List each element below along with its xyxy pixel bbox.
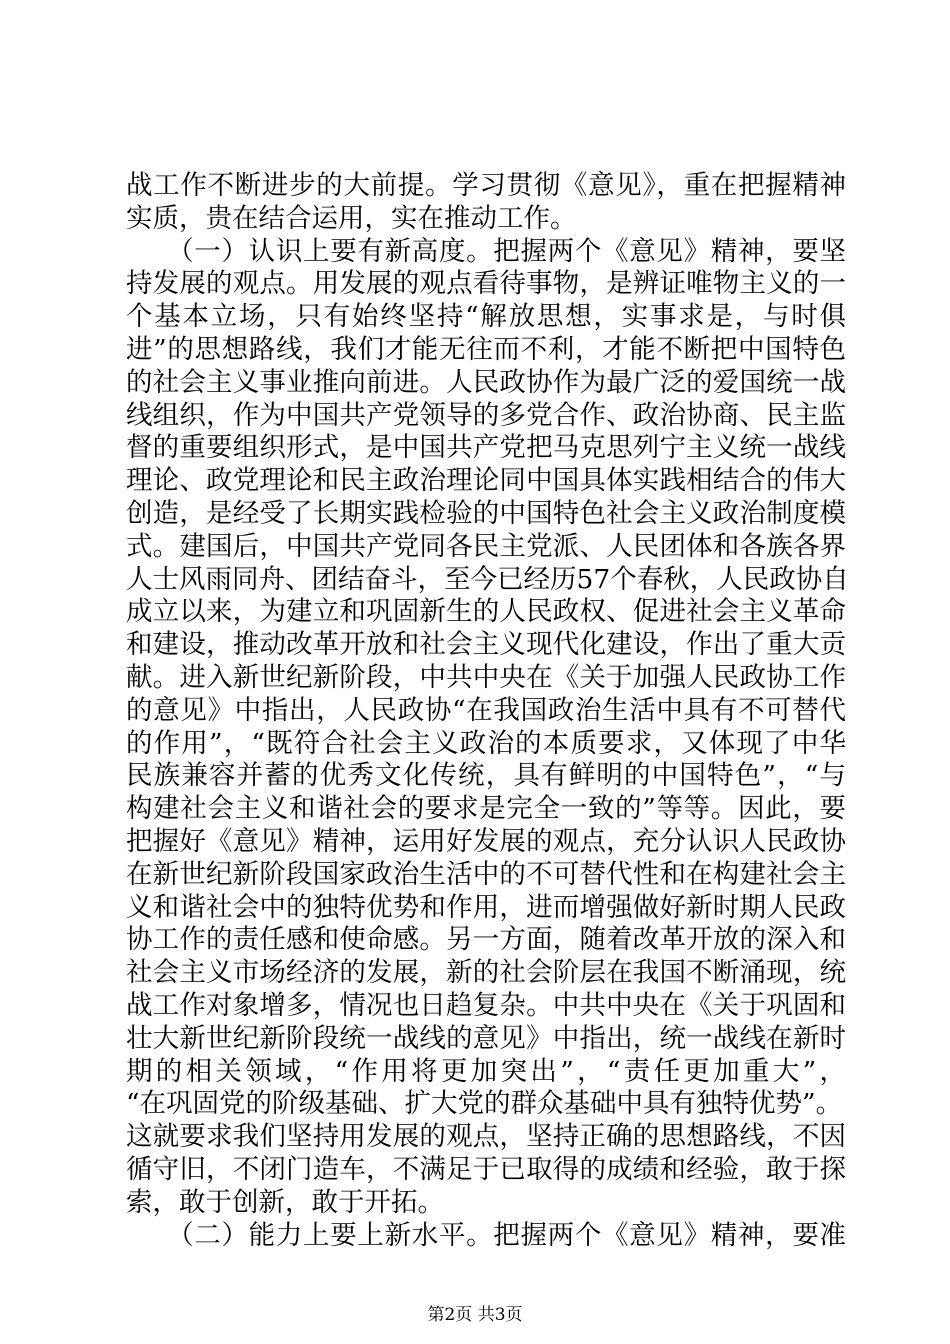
text-line: 民族兼容并蓄的优秀文化传统，具有鲜明的中国特色”，“与 (126, 760, 846, 792)
text-line: 的作用”，“既符合社会主义政治的本质要求，又体现了中华 (126, 727, 846, 759)
text-line: “在巩固党的阶级基础、扩大党的群众基础中具有独特优势”。 (126, 1088, 843, 1120)
text-line: 索，敢于创新，敢于开拓。 (126, 1186, 444, 1218)
text-line: 协工作的责任感和使命感。另一方面，随着改革开放的深入和 (126, 924, 846, 956)
text-line: 在新世纪新阶段国家政治生活中的不可替代性和在构建社会主 (126, 858, 846, 890)
text-line: 实质，贵在结合运用，实在推动工作。 (126, 202, 577, 234)
text-line: 理论、政党理论和民主政治理论同中国具体实践相结合的伟大 (126, 465, 846, 497)
page-footer: 第2页 共3页 (427, 1305, 523, 1325)
text-line: 人士风雨同舟、团结奋斗，至今已经历57个春秋，人民政协自 (126, 563, 849, 595)
text-line: 式。建国后，中国共产党同各民主党派、人民团体和各族各界 (126, 530, 846, 562)
text-line: 成立以来，为建立和巩固新生的人民政权、促进社会主义革命 (126, 596, 846, 628)
text-line: 这就要求我们坚持用发展的观点，坚持正确的思想路线，不因 (126, 1121, 846, 1153)
text-line: 督的重要组织形式，是中国共产党把马克思列宁主义统一战线 (126, 432, 846, 464)
text-line: 壮大新世纪新阶段统一战线的意见》中指出，统一战线在新时 (126, 1022, 846, 1054)
text-line: 创造，是经受了长期实践检验的中国特色社会主义政治制度模 (126, 497, 846, 529)
text-line: （二）能力上要上新水平。把握两个《意见》精神，要准 (126, 1219, 846, 1251)
text-line: 进”的思想路线，我们才能无往而不利，才能不断把中国特色 (126, 333, 846, 365)
text-line: 社会主义市场经济的发展，新的社会阶层在我国不断涌现，统 (126, 957, 846, 989)
text-line: 构建社会主义和谐社会的要求是完全一致的”等等。因此，要 (126, 793, 846, 825)
text-line: 线组织，作为中国共产党领导的多党合作、政治协商、民主监 (126, 399, 846, 431)
text-line: 期的相关领域，“作用将更加突出”，“责任更加重大”， (126, 1055, 846, 1087)
text-line: 献。进入新世纪新阶段，中共中央在《关于加强人民政协工作 (126, 661, 846, 693)
text-line: 把握好《意见》精神，运用好发展的观点，充分认识人民政协 (126, 825, 846, 857)
text-line: 的社会主义事业推向前进。人民政协作为最广泛的爱国统一战 (126, 366, 846, 398)
text-line: 的意见》中指出，人民政协“在我国政治生活中具有不可替代 (126, 694, 846, 726)
text-line: 义和谐社会中的独特优势和作用，进而增强做好新时期人民政 (126, 891, 846, 923)
document-body (126, 170, 849, 1252)
text-line: 战工作不断进步的大前提。学习贯彻《意见》，重在把握精神 (126, 170, 846, 201)
text-line: 循守旧，不闭门造车，不满足于已取得的成绩和经验，敢于探 (126, 1153, 846, 1185)
text-line: 和建设，推动改革开放和社会主义现代化建设，作出了重大贡 (126, 629, 846, 661)
text-line: 持发展的观点。用发展的观点看待事物，是辨证唯物主义的一 (126, 268, 846, 300)
text-line: （一）认识上要有新高度。把握两个《意见》精神，要坚 (126, 235, 846, 267)
text-line: 个基本立场，只有始终坚持“解放思想，实事求是，与时俱 (126, 301, 846, 333)
text-line: 战工作对象增多，情况也日趋复杂。中共中央在《关于巩固和 (126, 989, 846, 1021)
